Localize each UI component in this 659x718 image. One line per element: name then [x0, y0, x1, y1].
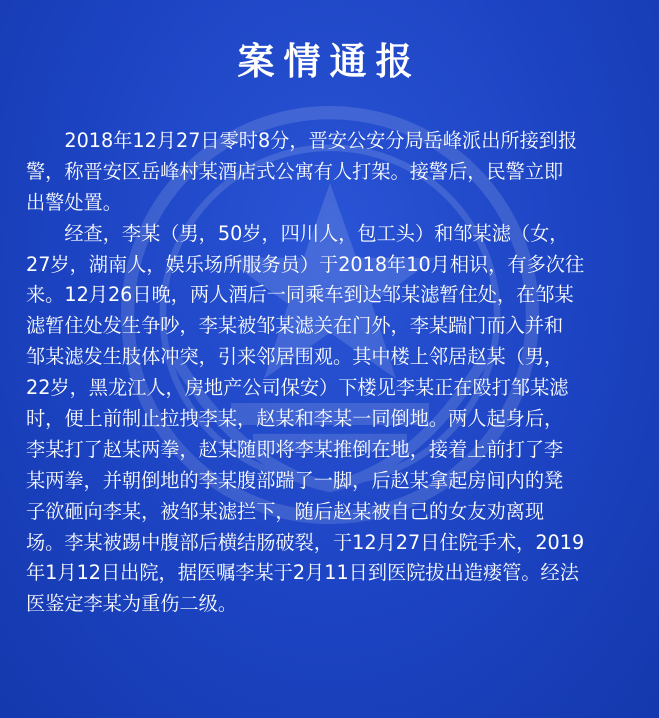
report-body — [26, 126, 638, 620]
text-line: 出警处置。 — [26, 190, 122, 214]
text-line: 滤暂住处发生争吵，李某被邹某滤关在门外，李某踹门而入并和 — [26, 314, 564, 338]
text-line: 2018年12月27日零时8分，晋安公安分局岳峰派出所接到报 — [26, 129, 578, 152]
text-line: 子欲砸向李某，被邹某滤拦下，随后赵某被自己的女友劝离现 — [26, 499, 545, 523]
text-line: 场。李某被踢中腹部后横结肠破裂，于12月27日住院手术，2019 — [26, 530, 585, 554]
page-title: 案情通报 — [237, 40, 422, 83]
text-line: 医鉴定李某为重伤二级。 — [26, 592, 238, 616]
text-line: 27岁，湖南人，娱乐场所服务员）于2018年10月相识，有多次往 — [26, 252, 585, 276]
text-line: 某两拳，并朝倒地的李某腹部踹了一脚，后赵某拿起房间内的凳 — [26, 468, 564, 492]
text-line: 李某打了赵某两拳，赵某随即将李某推倒在地，接着上前打了李 — [26, 437, 564, 461]
text-line: 时，便上前制止拉拽李某，赵某和李某一同倒地。两人起身后， — [26, 407, 564, 431]
text-line: 警，称晋安区岳峰村某酒店式公寓有人打架。接警后，民警立即 — [26, 159, 564, 183]
text-line: 邹某滤发生肢体冲突，引来邻居围观。其中楼上邻居赵某（男， — [26, 345, 564, 369]
text-line: 经查，李某（男，50岁，四川人，包工头）和邹某滤（女， — [26, 221, 569, 245]
text-line: 22岁，黑龙江人，房地产公司保安）下楼见李某正在殴打邹某滤 — [26, 376, 569, 400]
text-line: 来。12月26日晚，两人酒后一同乘车到达邹某滤暂住处，在邹某 — [26, 283, 574, 307]
text-line: 年1月12日出院，据医嘱李某于2月11日到医院拔出造瘘管。经法 — [26, 561, 579, 585]
